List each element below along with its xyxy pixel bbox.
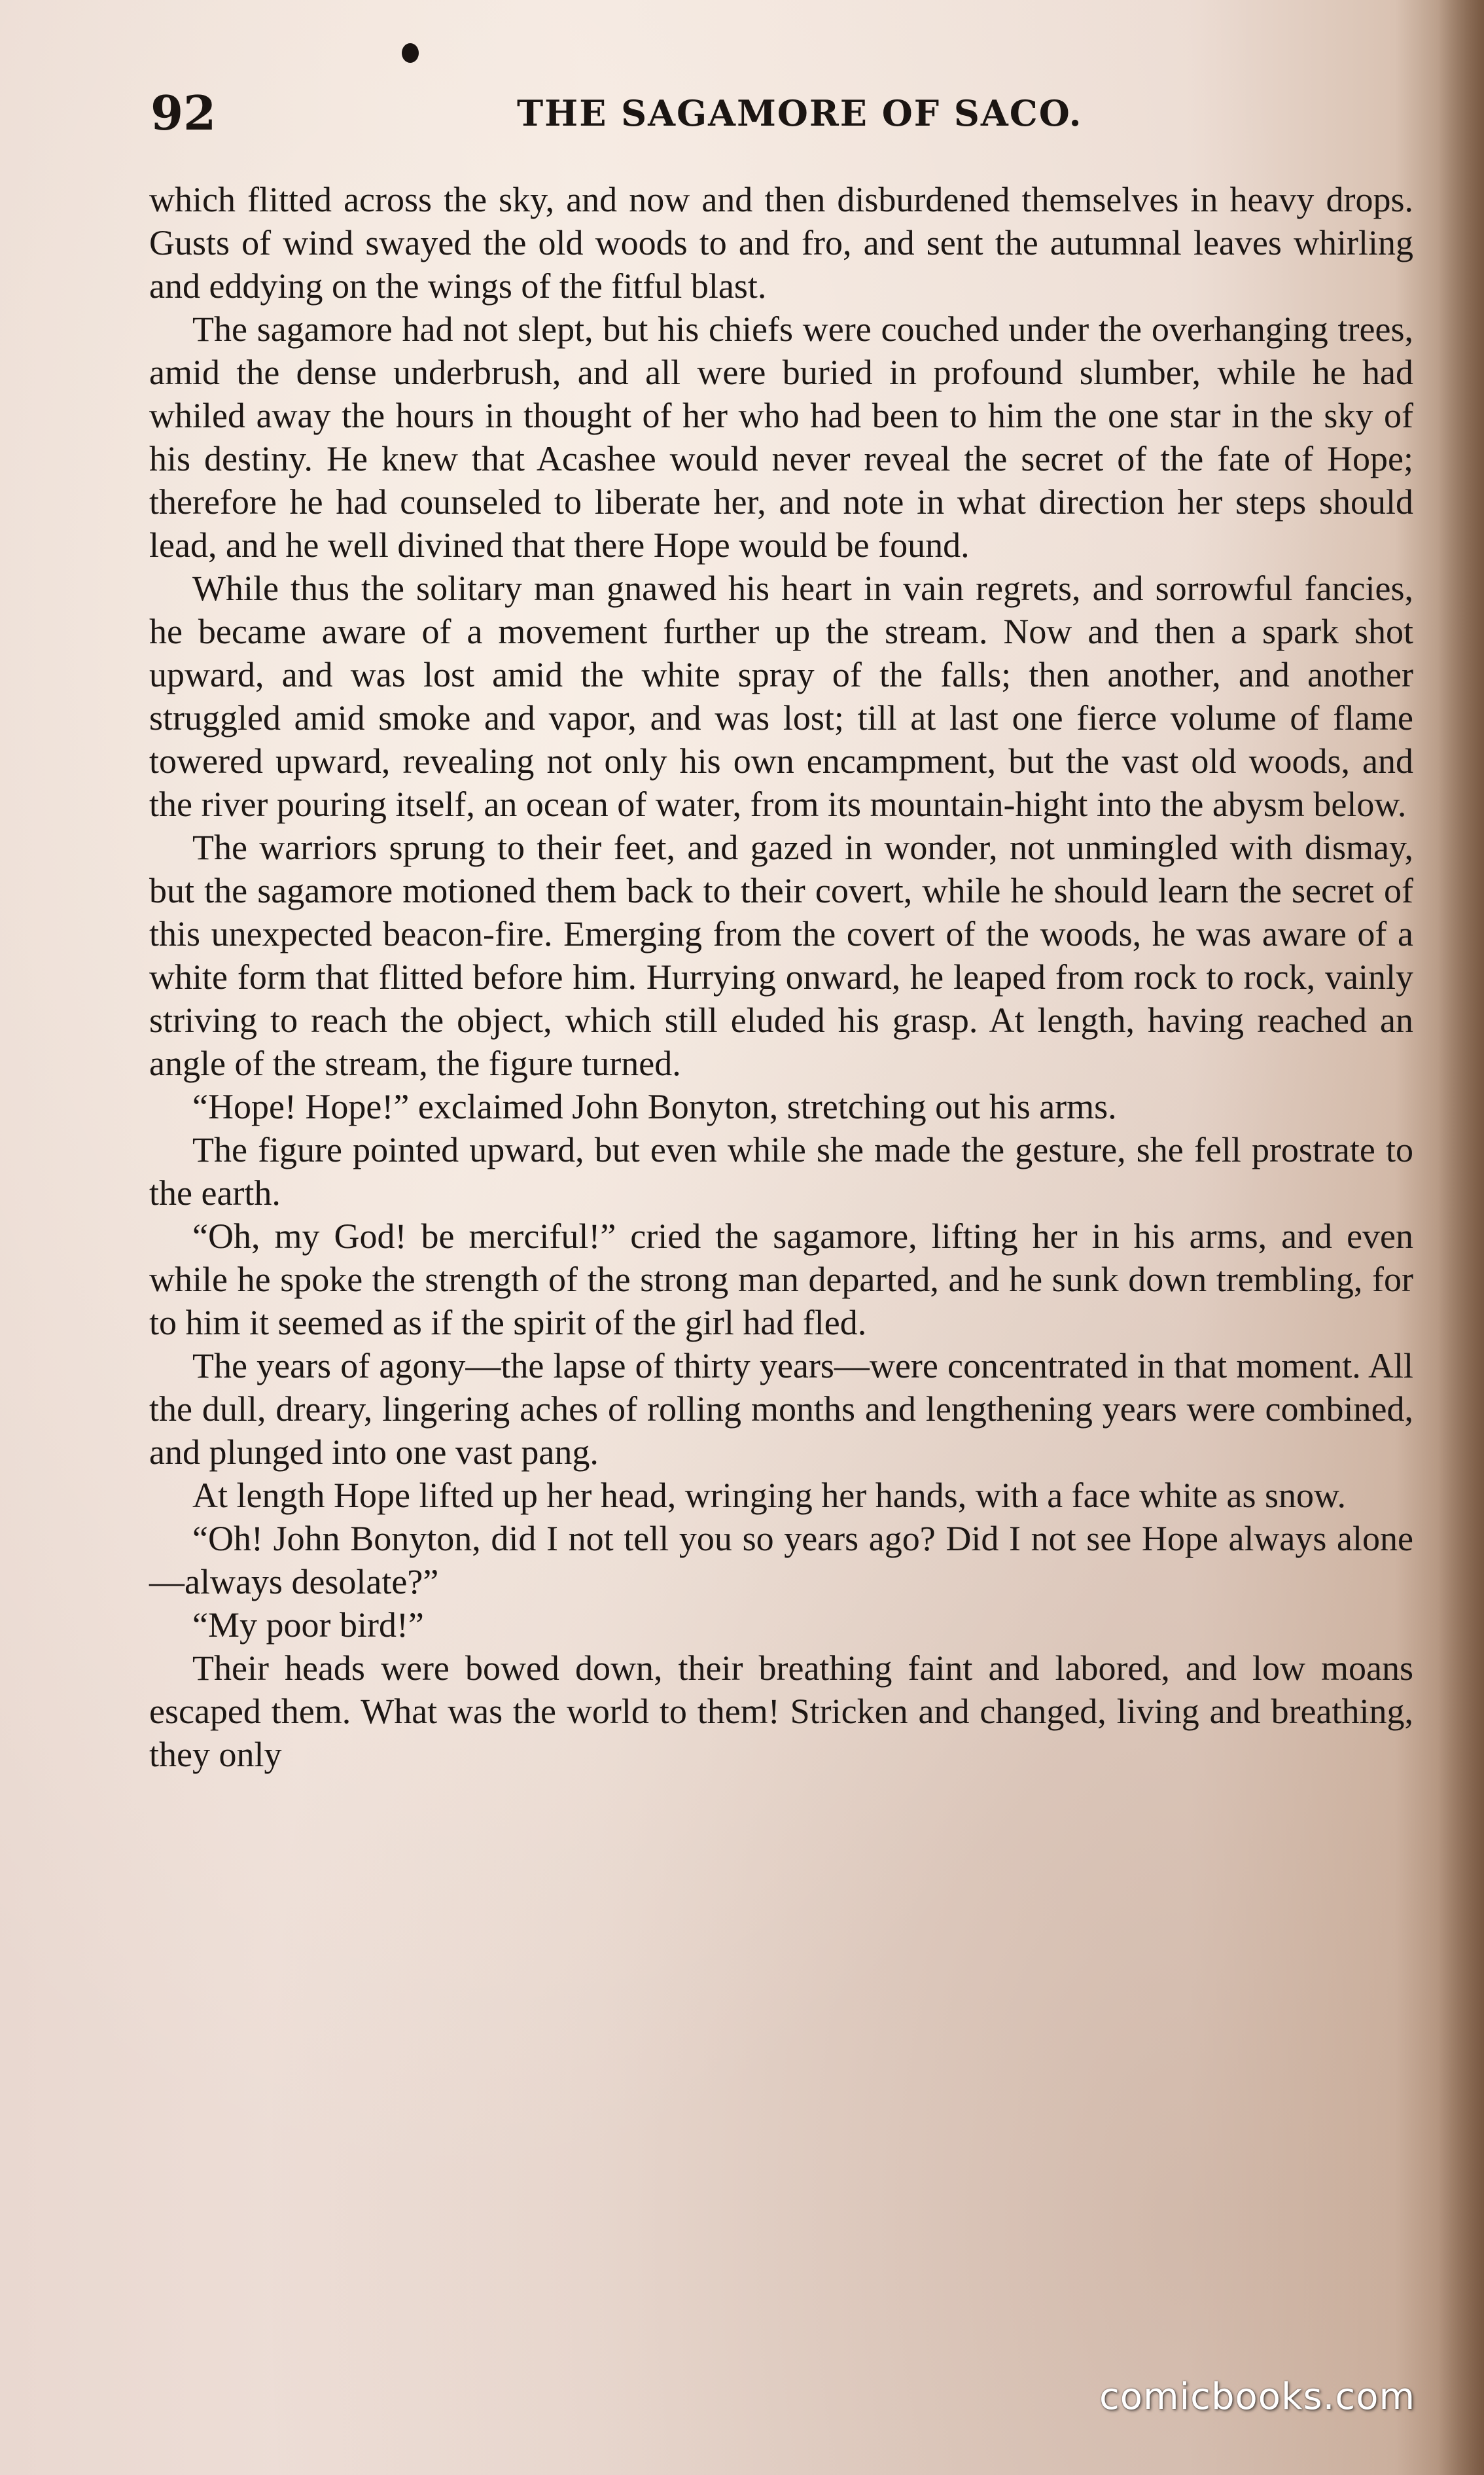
paragraph: While thus the solitary man gnawed his heart in vain regrets, and sorrowful fancies, he became aware of a movement further up the stream. Now and then a spark shot upward, and was lost amid the white spray of the falls; then another, and another struggled amid smoke and vapor, and was lost; till at last one fierce volume of flame towered upward, revealing not only his own encampment, but the vast old woods, and the river pouring itself, an ocean of water, from its mountain-hight into the abysm below. bbox=[149, 569, 1413, 824]
page-number: 92 bbox=[150, 85, 217, 141]
paragraph: The warriors sprung to their feet, and gazed in wonder, not unmingled with dismay, but the sagamore motioned them back to their covert, while he should learn the secret of this unexpected beacon-fire. Emerging from the covert of the woods, he was aware of a white form that flitted before him. Hurrying onward, he leaped from rock to rock, vainly striving to reach the object, which still eluded his grasp. At length, having reached an angle of the stream, the figure turned. bbox=[149, 828, 1413, 1083]
site-watermark: comicbooks.com bbox=[1099, 2376, 1416, 2418]
paragraph: The years of agony—the lapse of thirty years—were concentrated in that moment. All the dull, dreary, lingering aches of rolling months and lengthening years were combined, and plunged into one vast pang. bbox=[149, 1346, 1413, 1472]
paragraph: The figure pointed upward, but even while she made the gesture, she fell prostrate to the earth. bbox=[149, 1130, 1413, 1213]
paragraph: Their heads were bowed down, their breathing faint and labored, and low moans escaped them. What was the world to them! Stricken and changed, living and breathing, they only bbox=[149, 1648, 1413, 1774]
body-text bbox=[149, 178, 1413, 1776]
running-head: THE SAGAMORE OF SACO. bbox=[517, 92, 1083, 134]
paragraph: which flitted across the sky, and now and then disburdened themselves in heavy drops. Gusts of wind swayed the old woods to and fro, and sent the autumnal leaves whirling and eddying on the wings of the fitful blast. bbox=[149, 180, 1413, 306]
spine-shadow bbox=[1438, 0, 1484, 2475]
paragraph: “My poor bird!” bbox=[192, 1605, 424, 1645]
paragraph: At length Hope lifted up her head, wringing her hands, with a face white as snow. bbox=[192, 1476, 1347, 1515]
paragraph: “Oh, my God! be merciful!” cried the sagamore, lifting her in his arms, and even while he spoke the strength of the strong man departed, and he sunk down trembling, for to him it seemed as if the spirit of the girl had fled. bbox=[149, 1217, 1413, 1342]
ink-spot bbox=[402, 43, 419, 63]
paragraph: “Hope! Hope!” exclaimed John Bonyton, stretching out his arms. bbox=[192, 1087, 1117, 1126]
paragraph: The sagamore had not slept, but his chiefs were couched under the overhanging trees, amid the dense underbrush, and all were buried in profound slumber, while he had whiled away the hours in thought of her who had been to him the one star in the sky of his destiny. He knew that Acashee would never reveal the secret of the fate of Hope; therefore he had counseled to liberate her, and note in what direction her steps should lead, and he well divined that there Hope would be found. bbox=[149, 310, 1413, 565]
page-header bbox=[150, 84, 1413, 143]
paragraph: “Oh! John Bonyton, did I not tell you so years ago? Did I not see Hope always alone—always desolate?” bbox=[149, 1519, 1413, 1601]
